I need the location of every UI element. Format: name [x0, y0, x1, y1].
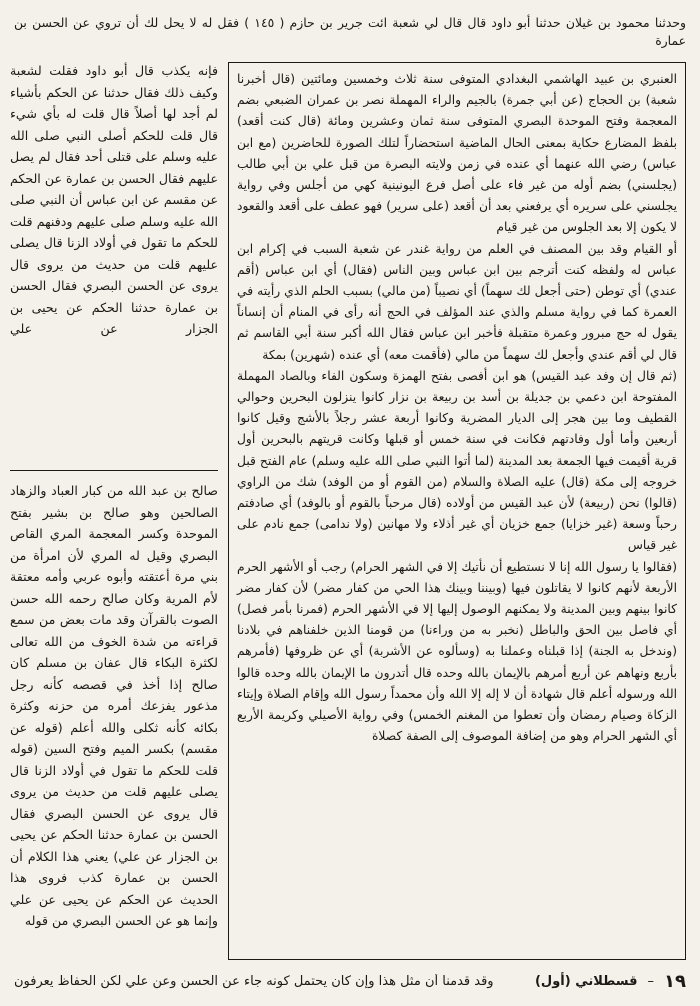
main-paragraph: أو القيام وقد بين المصنف في العلم من رواية غندر عن شعبة السبب في إكرام ابن عباس له ولفظه كنت أترجم بين ابن عباس وبين الناس (فقال) أي ابن عباس (أقم عندي) أي توطن (حتى أجعل لك سهماً) أي نصيباً (من مالي) بسبب الحلم الذي رأيته في العمرة كما في رواية مسلم والذي عند المؤلف في الحج أنه رأى في المنام أن إنساناً يقول له حج مبرور وعمرة متقبلة فأخبر ابن عباس فقال الله أكبر سنة أبي القاسم ثم قال لي أقم عندي وأجعل لك سهماً من مالي (فأقمت معه) أي عنده (شهرين) بمكة [237, 241, 677, 362]
main-paragraph: العنبري بن عبيد الهاشمي البغدادي المتوفى سنة ثلاث وخمسين ومائتين (قال أخبرنا شعبة) بن الحجاج (عن أبي جمرة) بالجيم والراء المهملة نصر بن عمران الضبعي بضم المعجمة وفتح الموحدة البصري المتوفى سنة ثمان وعشرين ومائة (قال كنت أقعد) بلفظ المضارع حكاية بمعنى الحال الماضية استحضاراً لتلك الصورة للحاضرين (مع ابن عباس) رضي الله عنهما أي عنده في زمن ولايته البصرة من قبل علي بن أبي طالب (يجلسني) بضم أوله من غير فاء على أصل فرع اليونينية كهي من أجلس وفي رواية يجلسني على سريره أي يرفعني بعد أن أقعد (على سرير) فهو عطف على أقعد والقعود لا يكون إلا بعد الجلوس من غير قيام [237, 72, 677, 235]
header-text: وحدثنا محمود بن غيلان حدثنا أبو داود قال قال لي شعبة ائت جرير بن حازم ( ١٤٥ ) فقل له لا يحل لك أن تروي عن الحسن بن عمارة [14, 15, 686, 48]
side-paragraph: صالح بن عبد الله من كبار العباد والزهاد الصالحين وهو صالح بن بشير بفتح الموحدة وكسر المعجمة المري القاص البصري وقيل له المري لأن امرأة من بني مرة أعتقته وأبوه عربي وأمه معتقة لأم المرية وكان صالح رحمه الله حسن الصوت بالقرآن وقد مات بعض من سمع قراءته من شدة الخوف من الله تعالى لكثرة البكاء قال عفان بن مسلم كان صالح إذا أخذ في قصصه كأنه رجل مذعور يفزعك أمره من حزنه وكثرة بكائه كأنه ثكلى والله أعلم (قوله عن مقسم) بكسر الميم وفتح السين (قوله قلت للحكم ما تقول في أولاد الزنا قال يصلى عليهم قلت من حديث من يروى قال يروى عن الحسن البصري فقال الحسن بن عمارة حدثنا الحكم عن يحيى بن الجزار عن علي) يعني هذا الكلام أن الحسن بن عمارة كذب فروى هذا الحديث عن الحكم عن يحيى عن علي وإنما هو عن الحسن البصري من قوله [10, 483, 218, 928]
page-footer [14, 968, 686, 994]
side-column-hadith-text [10, 60, 218, 462]
side-column-divider [10, 470, 218, 471]
catchword-line: وقد قدمنا أن مثل هذا وإن كان يحتمل كونه جاء عن الحسن وعن علي لكن الحفاظ يعرفون [14, 973, 494, 989]
side-paragraph: فإنه يكذب قال أبو داود فقلت لشعبة وكيف ذلك فقال حدثنا عن الحكم بأشياء لم أجد لها أصلاً قال قلت له بأي شيء قال قلت للحكم أصلى النبي صلى الله عليه وسلم على قتلى أحد فقال لم يصل عليهم فقال الحسن بن عمارة عن الحكم عن مقسم عن ابن عباس أن النبي صلى الله عليه وسلم صلى عليهم ودفنهم قلت للحكم ما تقول في أولاد الزنا قال يصلى عليهم قلت من حديث من يروى قال يروى عن الحسن البصري فقال الحسن بن عمارة حدثنا الحكم عن يحيى بن الجزار عن علي [10, 63, 218, 336]
header-line [14, 14, 686, 54]
main-paragraph: (ثم قال إن وفد عبد القيس) هو ابن أفصى بفتح الهمزة وسكون الفاء وبالصاد المهملة المفتوحة ابن دعمي بن جديلة بن أسد بن ربيعة بن نزار كانوا ينزلون البحرين وحوالي القطيف وما بين هجر إلى الديار المضرية وكانوا أربعة عشر رجلاً بالأشج وقيل كانوا أربعين وأما أول وفادتهم فكانت في سنة خمس أو قبلها وكانت قريتهم بالبحرين أول قرية أقيمت فيها الجمعة بعد المدينة (لما أتوا النبي صلى الله عليه وسلم) عام الفتح قبل خروجه إلى مكة (قال) عليه الصلاة والسلام (من القوم أو من الوفد) شك من الراوي (قالوا) نحن (ربيعة) لأن عبد القيس من أولاده (قال مرحباً بالقوم أو بالوفد) أي صادفتم رحباً وسعة (غير خزايا) جمع خزيان أي غير أذلاء ولا مهانين (ولا ندامى) جمع نادم على غير قياس [237, 368, 677, 553]
side-column-commentary [10, 480, 218, 960]
running-title: قسطلاني (أول) [534, 973, 638, 989]
page-number: ١٩ [664, 970, 686, 992]
footer-dash: – [647, 973, 655, 989]
main-paragraph: (فقالوا يا رسول الله إنا لا نستطيع أن نأتيك إلا في الشهر الحرام) رجب أو الأشهر الحرم الأربعة لأنهم كانوا لا يقاتلون فيها (وبيننا وبينك هذا الحي من كفار مضر) لأن كفار مضر كانوا بينهم وبين المدينة ولا يمكنهم الوصول إليها إلا في الأشهر الحرم (فمرنا بأمر فصل) أي فاصل بين الحق والباطل (نخبر به من وراءنا) من قومنا الذين خلفناهم في بلادنا (وندخل به الجنة) إذا قبلناه وعملنا به (وسألوه عن الأشربة) أي عن ظروفها (فأمرهم بأربع ونهاهم عن أربع أمرهم بالإيمان بالله وحده قال أتدرون ما الإيمان بالله وحده قالوا الله ورسوله أعلم قال شهادة أن لا إله إلا الله وأن محمداً رسول الله وإقام الصلاة وإيتاء الزكاة وصيام رمضان وأن تعطوا من المغنم الخمس) وفي رواية الأصيلي وكريمة الأربع أي الشهر الحرام وهو من إضافة الموصوف إلى الصفة كصلاة [237, 559, 677, 744]
main-commentary-box [228, 62, 686, 960]
